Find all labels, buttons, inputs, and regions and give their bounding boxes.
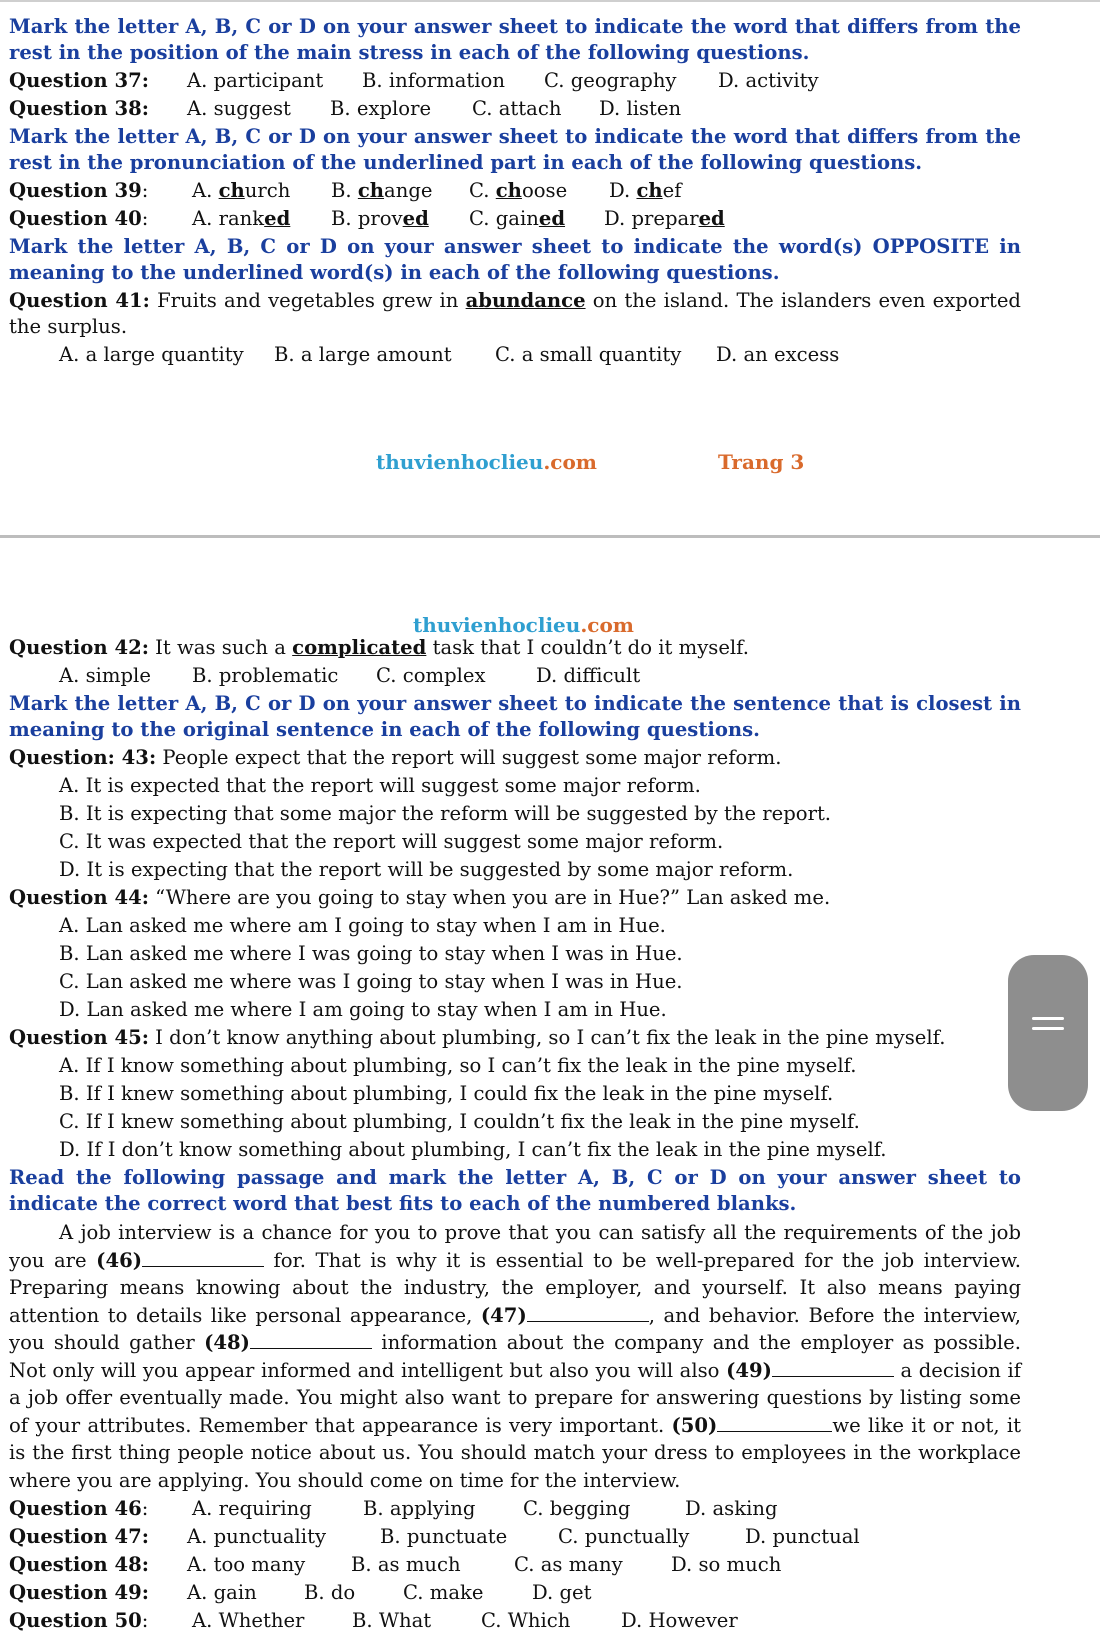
question-label: Question 37: bbox=[9, 69, 149, 92]
option-d: D. chef bbox=[609, 179, 682, 202]
header-site-link[interactable]: thuvienhoclieu.com bbox=[413, 613, 634, 637]
option-d: D. prepared bbox=[604, 207, 725, 230]
option-c: C. geography bbox=[544, 69, 677, 92]
blank-49 bbox=[772, 1376, 894, 1377]
option-a: A. too many bbox=[187, 1553, 306, 1576]
blank-48 bbox=[250, 1348, 372, 1349]
page-number: Trang 3 bbox=[718, 450, 805, 474]
option-a: A. It is expected that the report will suggest some major reform. bbox=[59, 774, 701, 797]
question-label: Question 40 bbox=[9, 207, 142, 230]
option-c: C. make bbox=[403, 1581, 484, 1604]
option-d: D. difficult bbox=[536, 664, 641, 687]
option-a: A. suggest bbox=[187, 97, 291, 120]
opposite-instruction: Mark the letter A, B, C or D on your answer sheet to indicate the word(s) OPPOSITE in meaning to the underlined word(s) in each of the following questions. bbox=[9, 235, 1021, 284]
top-divider bbox=[0, 0, 1100, 2]
option-a: A. punctuality bbox=[187, 1525, 327, 1548]
option-c: C. If I knew something about plumbing, I couldn’t fix the leak in the pine myself. bbox=[59, 1110, 860, 1133]
option-d: D. punctual bbox=[745, 1525, 860, 1548]
option-b: B. change bbox=[331, 179, 433, 202]
option-d: D. an excess bbox=[716, 343, 840, 366]
question-41-options bbox=[9, 342, 1021, 370]
option-d: D. listen bbox=[599, 97, 682, 120]
question-48 bbox=[9, 1552, 1021, 1578]
scroll-handle[interactable] bbox=[1008, 955, 1088, 1111]
question-label: Question 46 bbox=[9, 1497, 142, 1520]
question-45-stem: Question 45: I don’t know anything about plumbing, so I can’t fix the leak in the pine myself. bbox=[9, 1026, 946, 1049]
option-b: B. problematic bbox=[192, 664, 339, 687]
option-a: A. gain bbox=[187, 1581, 257, 1604]
reading-passage: A job interview is a chance for you to prove that you can satisfy all the requirements of the job you are (46) for. That is why it is essential to be well-prepared for the job interview. Preparing means knowing about the industry, the employer, and yourself. It also means paying attention to details like personal appearance, (47) , and behavior. Before the interview, you should gather (48) information about the company and the employer as possible. Not only will you appear informed and intelligent but also you will also (49) a decision if a job offer eventually made. You might also want to prepare for answering questions by listing some of your attributes. Remember that appearance is very important. (50) we like it or not, it is the first thing people notice about us. You should match your dress to employees in the workplace where you are applying. You should come on time for the interview. bbox=[9, 1221, 1021, 1492]
question-47 bbox=[9, 1524, 1021, 1550]
page-section-2 bbox=[9, 635, 1021, 1636]
option-d: D. activity bbox=[718, 69, 819, 92]
option-d: D. get bbox=[532, 1581, 592, 1604]
option-c: C. punctually bbox=[558, 1525, 690, 1548]
option-d: D. If I don’t know something about plumbing, I can’t fix the leak in the pine myself. bbox=[59, 1138, 887, 1161]
question-42-options bbox=[9, 663, 1021, 691]
option-b: B. a large amount bbox=[274, 343, 452, 366]
footer-site-link[interactable]: thuvienhoclieu.com bbox=[376, 450, 597, 474]
option-d: D. Lan asked me where I am going to stay when I am in Hue. bbox=[59, 998, 667, 1021]
blank-50 bbox=[717, 1431, 832, 1432]
option-d: D. However bbox=[621, 1609, 738, 1632]
question-40: Question 40: A. ranked B. proved C. gained D. prepared bbox=[9, 207, 725, 230]
stress-instruction: Mark the letter A, B, C or D on your answer sheet to indicate the word that differs from the rest in the position of the main stress in each of the following questions. bbox=[9, 15, 1021, 64]
option-b: B. do bbox=[304, 1581, 356, 1604]
blank-47 bbox=[527, 1321, 649, 1322]
option-c: C. begging bbox=[523, 1497, 631, 1520]
question-39: Question 39: A. church B. change C. choose D. chef bbox=[9, 179, 682, 202]
question-41-stem: Question 41: Fruits and vegetables grew in abundance on the island. The islanders even exported the surplus. bbox=[9, 289, 1021, 338]
option-a: A. participant bbox=[187, 69, 324, 92]
question-label: Question 48: bbox=[9, 1553, 149, 1576]
question-label: Question 38: bbox=[9, 97, 149, 120]
question-46: Question 46: A. requiring B. applying C. begging D. asking bbox=[9, 1497, 778, 1520]
question-43-stem: Question: 43: People expect that the report will suggest some major reform. bbox=[9, 746, 782, 769]
option-b: B. punctuate bbox=[380, 1525, 508, 1548]
option-c: C. attach bbox=[472, 97, 562, 120]
page-divider bbox=[0, 535, 1100, 538]
option-b: B. Lan asked me where I was going to stay when I was in Hue. bbox=[59, 942, 683, 965]
page-footer bbox=[0, 449, 1100, 479]
option-a: A. If I know something about plumbing, so I can’t fix the leak in the pine myself. bbox=[59, 1054, 857, 1077]
closest-instruction: Mark the letter A, B, C or D on your answer sheet to indicate the sentence that is closest in meaning to the original sentence in each of the following questions. bbox=[9, 692, 1021, 741]
question-label: Question 49: bbox=[9, 1581, 149, 1604]
question-49 bbox=[9, 1580, 1021, 1606]
question-label: Question 47: bbox=[9, 1525, 149, 1548]
option-d: D. so much bbox=[671, 1553, 782, 1576]
option-b: B. proved bbox=[331, 207, 429, 230]
option-a: A. Lan asked me where am I going to stay when I am in Hue. bbox=[59, 914, 666, 937]
option-c: C. complex bbox=[376, 664, 486, 687]
blank-46 bbox=[142, 1266, 264, 1267]
option-c: C. It was expected that the report will suggest some major reform. bbox=[59, 830, 724, 853]
option-c: C. choose bbox=[469, 179, 568, 202]
option-c: C. gained bbox=[469, 207, 566, 230]
option-c: C. Which bbox=[481, 1609, 571, 1632]
grip-line-icon bbox=[1032, 1027, 1064, 1030]
option-c: C. a small quantity bbox=[495, 343, 682, 366]
option-b: B. It is expecting that some major the reform will be suggested by the report. bbox=[59, 802, 832, 825]
option-b: B. as much bbox=[351, 1553, 461, 1576]
option-c: C. as many bbox=[514, 1553, 623, 1576]
option-a: A. a large quantity bbox=[59, 343, 244, 366]
option-a: A. requiring bbox=[192, 1497, 312, 1520]
question-38 bbox=[9, 96, 1021, 122]
page-section-1 bbox=[9, 14, 1021, 370]
option-b: B. What bbox=[352, 1609, 432, 1632]
option-b: B. If I knew something about plumbing, I could fix the leak in the pine myself. bbox=[59, 1082, 834, 1105]
option-a: A. simple bbox=[59, 664, 151, 687]
option-b: B. applying bbox=[363, 1497, 476, 1520]
option-c: C. Lan asked me where was I going to stay when I was in Hue. bbox=[59, 970, 683, 993]
option-a: A. ranked bbox=[192, 207, 291, 230]
grip-line-icon bbox=[1032, 1017, 1064, 1020]
question-label: Question 50 bbox=[9, 1609, 142, 1632]
pronunciation-instruction: Mark the letter A, B, C or D on your answer sheet to indicate the word that differs from the rest in the pronunciation of the underlined part in each of the following questions. bbox=[9, 125, 1021, 174]
option-b: B. information bbox=[362, 69, 505, 92]
option-a: A. church bbox=[192, 179, 291, 202]
question-37 bbox=[9, 68, 1021, 94]
question-50: Question 50: A. Whether B. What C. Which D. However bbox=[9, 1609, 738, 1632]
question-label: Question 39 bbox=[9, 179, 142, 202]
question-44-stem: Question 44: “Where are you going to stay when you are in Hue?” Lan asked me. bbox=[9, 886, 831, 909]
question-42-stem: Question 42: It was such a complicated task that I couldn’t do it myself. bbox=[9, 636, 749, 659]
option-b: B. explore bbox=[330, 97, 432, 120]
option-d: D. asking bbox=[685, 1497, 778, 1520]
option-a: A. Whether bbox=[192, 1609, 305, 1632]
passage-instruction: Read the following passage and mark the letter A, B, C or D on your answer sheet to indicate the correct word that best fits to each of the numbered blanks. bbox=[9, 1166, 1021, 1215]
option-d: D. It is expecting that the report will be suggested by some major reform. bbox=[59, 858, 794, 881]
